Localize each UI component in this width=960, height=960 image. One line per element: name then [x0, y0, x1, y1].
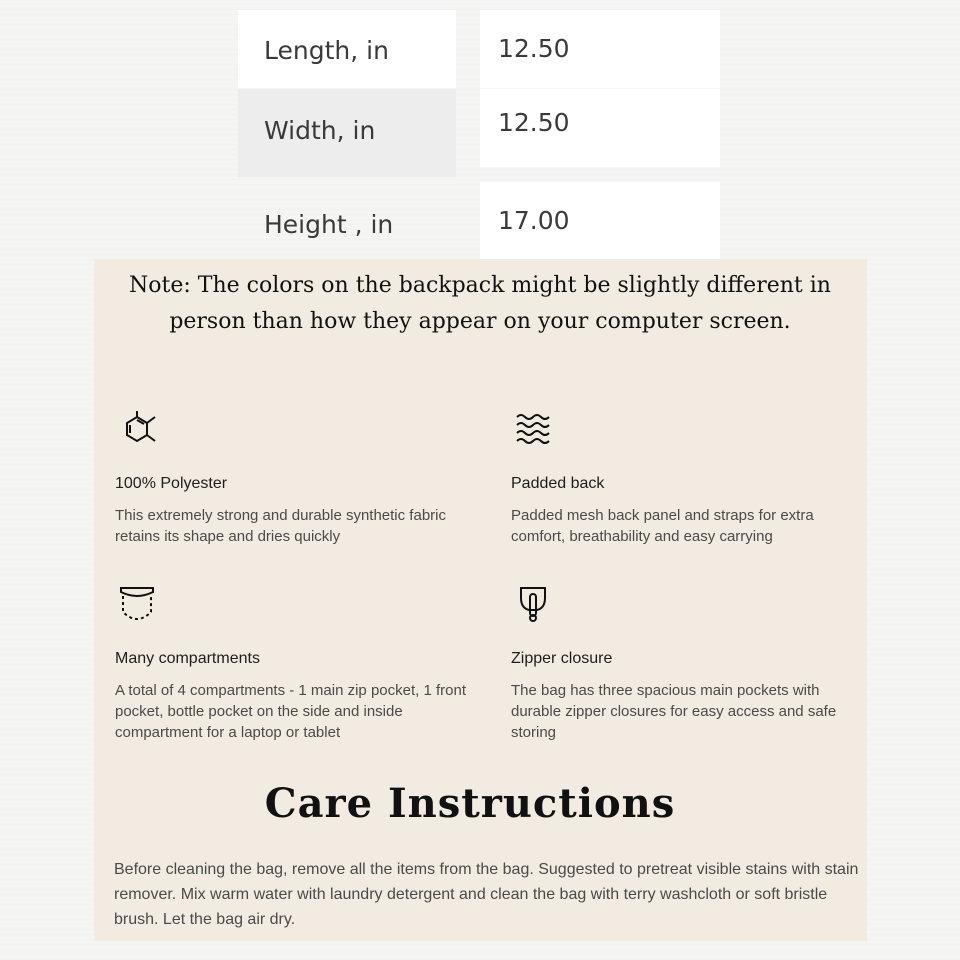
pocket-icon [115, 582, 159, 626]
feature-title: 100% Polyester [115, 475, 228, 492]
info-panel [94, 259, 867, 941]
height-label: Height , in [264, 210, 394, 239]
waves-icon [511, 407, 555, 451]
note-line-1: Note: The colors on the backpack might be slightly different in [129, 273, 831, 298]
feature-title: Zipper closure [511, 650, 613, 667]
feature-title: Many compartments [115, 650, 260, 667]
feature-description: A total of 4 compartments - 1 main zip pocket, 1 front pocket, bottle pocket on the side and inside compartment for a laptop or tablet [115, 682, 466, 741]
length-label: Length, in [264, 36, 389, 65]
height-value: 17.00 [498, 206, 570, 235]
feature-description: The bag has three spacious main pockets with durable zipper closures for easy access and safe storing [511, 682, 837, 741]
width-value: 12.50 [498, 108, 570, 137]
care-instructions-title: Care Instructions [264, 780, 676, 827]
feature-description: Padded mesh back panel and straps for extra comfort, breathability and easy carrying [511, 507, 814, 545]
feature-description: This extremely strong and durable synthetic fabric retains its shape and dries quickly [115, 507, 446, 545]
note-line-2: person than how they appear on your computer screen. [169, 309, 791, 334]
width-label: Width, in [264, 116, 376, 145]
length-value: 12.50 [498, 34, 570, 63]
molecule-icon [115, 407, 159, 451]
care-instructions-text: Before cleaning the bag, remove all the items from the bag. Suggested to pretreat visible stains with stain remover. Mix warm water with laundry detergent and clean the bag with terry washcloth or soft bristle brush. Let the bag air dry. [114, 861, 859, 928]
feature-title: Padded back [511, 475, 605, 492]
color-note [0, 268, 960, 340]
zipper-icon [511, 582, 555, 626]
